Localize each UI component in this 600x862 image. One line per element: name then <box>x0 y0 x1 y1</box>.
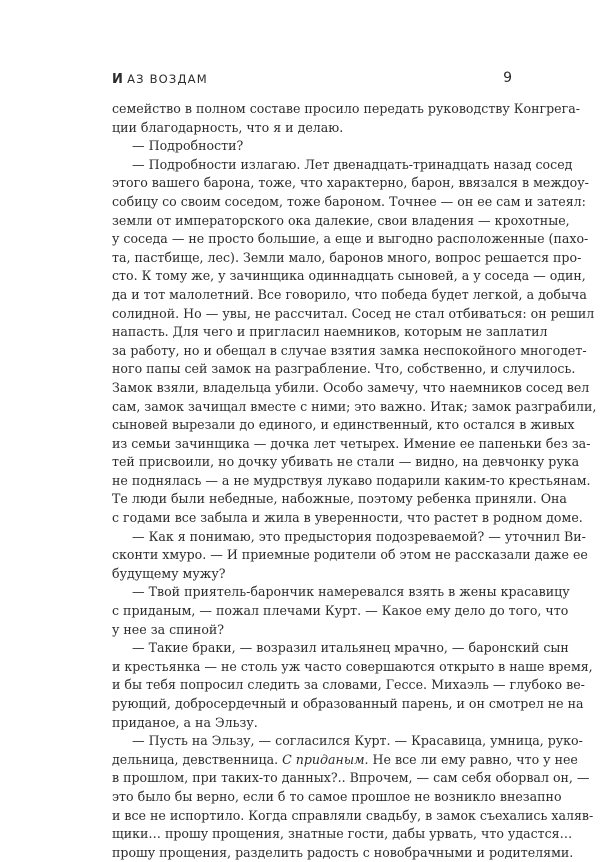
text-line: тей присвоили, но дочку убивать не стали — видно, на девчонку рука <box>112 454 580 470</box>
text-line: не поднялась — а не мудрствуя лукаво подарили каким-то крестьянам. <box>112 472 591 488</box>
text-line: этого вашего барона, тоже, что характерно, барон, ввязался в междоу- <box>112 175 589 191</box>
text-line: с годами все забыла и жила в уверенности, что растет в родном доме. <box>112 510 583 526</box>
text-line: и крестьянка — не столь уж часто совершаются открыто в наше время, <box>112 658 593 674</box>
text-line: за работу, но и обещал в случае взятия замка неспокойного многодет- <box>112 342 587 358</box>
text-line: ного папы сей замок на разграбление. Что, собственно, и случилось. <box>112 361 576 377</box>
text-line: сам, замок зачищал вместе с ними; это важно. Итак; замок разграбили, <box>112 398 597 414</box>
text-line: это было бы верно, если б то самое прошлое не возникло внезапно <box>112 788 562 804</box>
italic-emphasis: С приданым. <box>282 751 369 767</box>
text-line: из семьи зачинщика — дочка лет четырех. Имение ее папеньки без за- <box>112 435 591 451</box>
text-line: семейство в полном составе просило передать руководству Конгрега- <box>112 101 580 116</box>
page-number: 9 <box>503 70 512 86</box>
text-line: солидной. Но — увы, не рассчитал. Сосед не стал отбиваться: он решил <box>112 305 595 321</box>
text-line: сыновей вырезали до единого, и единственный, кто остался в живых <box>112 417 575 433</box>
text-line: с приданым, — пожал плечами Курт. — Какое ему дело до того, что <box>112 603 569 619</box>
text-line: — Такие браки, — возразил итальянец мрачно, — баронский сын <box>132 640 569 656</box>
text-line: рующий, добросердечный и образованный парень, и он смотрел не на <box>112 696 584 711</box>
text-line: сконти хмуро. — И приемные родители об этом не рассказали даже ее <box>112 547 588 563</box>
text-line: и бы тебя попросил следить за словами, Гессе. Михаэль — глубоко ве- <box>112 677 585 693</box>
text-body <box>112 100 597 862</box>
running-head <box>112 70 512 90</box>
running-head-title-text: АЗ ВОЗДАМ <box>127 72 208 86</box>
text-line: та, пастбище, лес). Земли мало, баронов много, вопрос решается про- <box>112 249 582 265</box>
text-line: прошу прощения, разделить радость с новобрачными и родителями. <box>112 844 574 860</box>
text-line: — Как я понимаю, это предыстория подозреваемой? — уточнил Ви- <box>132 528 586 544</box>
text-line: Те люди были небедные, набожные, поэтому ребенка приняли. Она <box>112 491 567 507</box>
text-line: в прошлом, при таких-то данных?.. Впрочем, — сам себя оборвал он, — <box>112 770 590 786</box>
text-line: напасть. Для чего и пригласил наемников, которым не заплатил <box>112 324 548 340</box>
text-line: да и тот малолетний. Все говорило, что победа будет легкой, а добыча <box>112 286 587 302</box>
text-line: ции благодарность, что я и делаю. <box>112 119 344 135</box>
text-line: — Подробности излагаю. Лет двенадцать-тринадцать назад сосед <box>132 156 573 172</box>
text-line: земли от императорского ока далекие, свои владения — крохотные, <box>112 212 570 228</box>
text-line: собицу со своим соседом, тоже бароном. Точнее — он ее сам и затеял: <box>112 193 586 209</box>
text-line: и все не испортило. Когда справляли свадьбу, в замок съехались халяв- <box>112 807 594 823</box>
text-line: сто. К тому же, у зачинщика одиннадцать сыновей, а у соседа — один, <box>112 268 586 284</box>
running-head-title <box>112 72 208 87</box>
text-line: у соседа — не просто большие, а еще и выгодно расположенные (пахо- <box>112 231 589 247</box>
text-line: — Пусть на Эльзу, — согласился Курт. — Красавица, умница, руко- <box>132 733 583 749</box>
text-line: у нее за спиной? <box>112 621 225 637</box>
running-head-initial: И <box>112 72 125 87</box>
text-line: дельница, девственница. С приданым. Не все ли ему равно, что у нее <box>112 751 578 767</box>
text-line: — Твой приятель-барончик намеревался взять в жены красавицу <box>132 584 570 600</box>
text-line: будущему мужу? <box>112 565 226 581</box>
text-line: — Подробности? <box>132 138 244 154</box>
text-line: Замок взяли, владельца убили. Особо замечу, что наемников сосед вел <box>112 379 590 395</box>
text-line: приданое, а на Эльзу. <box>112 714 258 730</box>
text-line: щики… прошу прощения, знатные гости, дабы урвать, что удастся… <box>112 826 573 842</box>
